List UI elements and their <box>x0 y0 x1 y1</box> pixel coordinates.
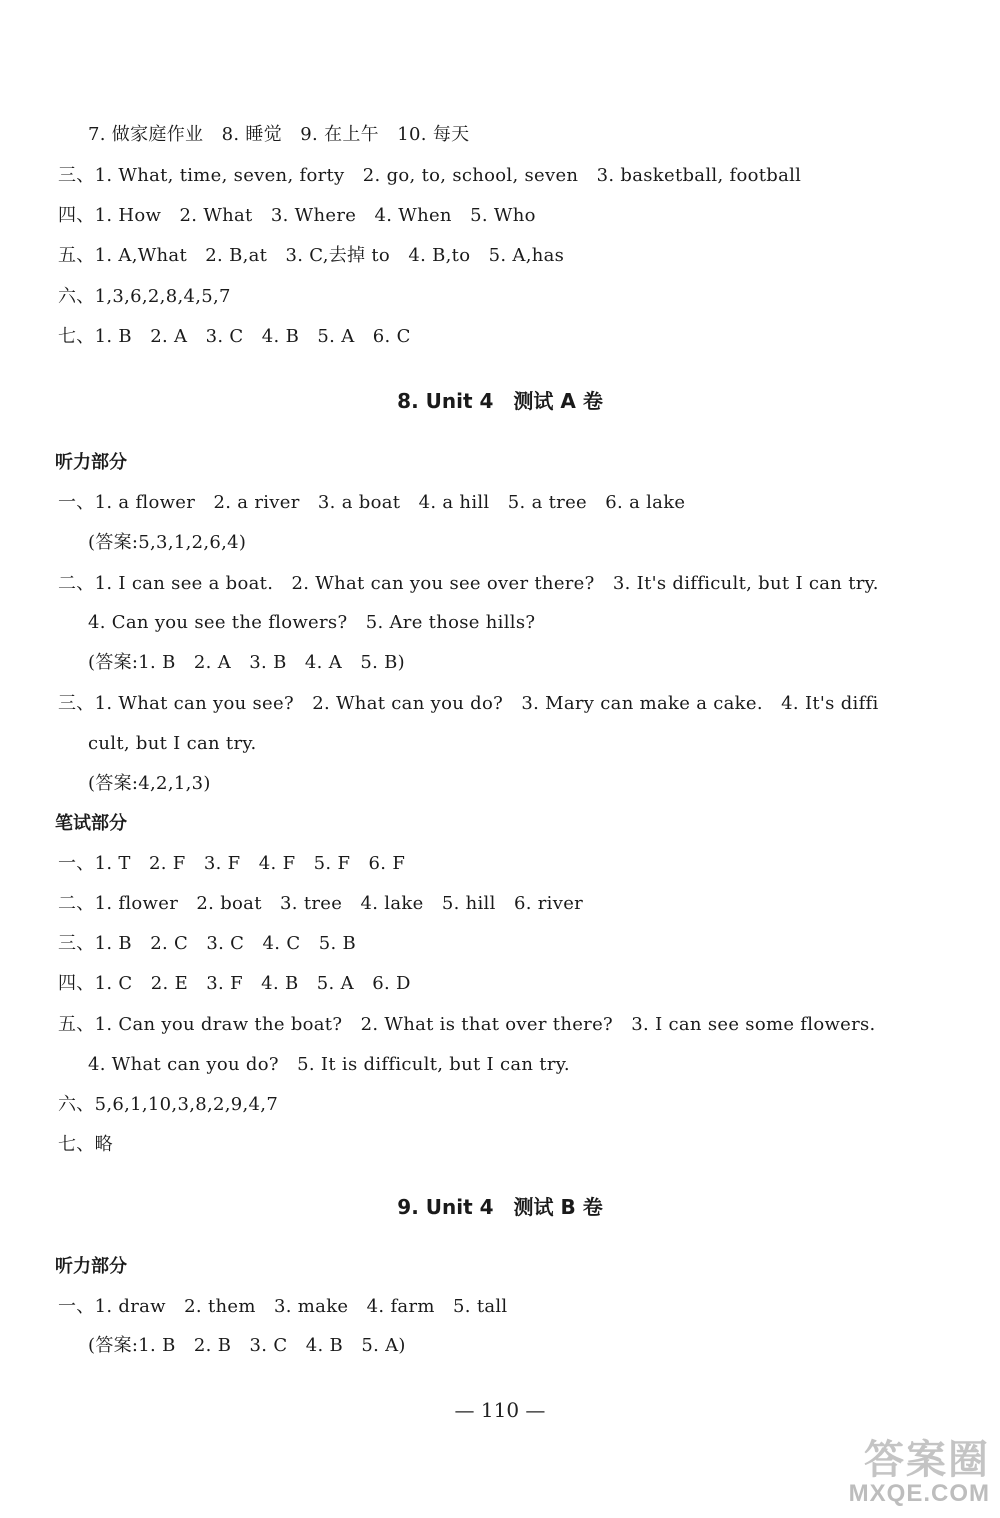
section-subheading: 笔试部分 <box>55 813 127 834</box>
answer-line: 一、1. a flower 2. a river 3. a boat 4. a hill 5. a tree 6. a lake <box>58 492 686 513</box>
answer-line: 一、1. T 2. F 3. F 4. F 5. F 6. F <box>58 853 406 874</box>
answer-line: 二、1. I can see a boat. 2. What can you see over there? 3. It's difficult, but I can try. <box>58 573 879 594</box>
page-number: — 110 — <box>454 1398 546 1422</box>
watermark-logo-text: 答案圈 <box>864 1437 990 1483</box>
answer-line: 4. Can you see the flowers? 5. Are those hills? <box>88 612 536 633</box>
answer-line: 4. What can you do? 5. It is difficult, but I can try. <box>88 1054 570 1075</box>
answer-line: cult, but I can try. <box>88 733 257 754</box>
answer-line: 三、1. What, time, seven, forty 2. go, to, school, seven 3. basketball, football <box>58 165 802 186</box>
answer-line: 七、略 <box>58 1134 113 1155</box>
answer-line: 一、1. draw 2. them 3. make 4. farm 5. tall <box>58 1296 508 1317</box>
answer-line: 二、1. flower 2. boat 3. tree 4. lake 5. hill 6. river <box>58 893 584 914</box>
answer-line: 六、1,3,6,2,8,4,5,7 <box>58 286 231 307</box>
answer-line: 三、1. B 2. C 3. C 4. C 5. B <box>58 933 357 954</box>
answer-key-line: (答案:1. B 2. A 3. B 4. A 5. B) <box>88 652 405 673</box>
section-subheading: 听力部分 <box>55 452 127 473</box>
answer-key-line: (答案:1. B 2. B 3. C 4. B 5. A) <box>88 1335 406 1356</box>
answer-line: 六、5,6,1,10,3,8,2,9,4,7 <box>58 1094 279 1115</box>
section-title: 8. Unit 4 测试 A 卷 <box>397 389 603 413</box>
watermark-site: MXQE.COM <box>848 1480 990 1507</box>
answer-line: 五、1. A,What 2. B,at 3. C,去掉 to 4. B,to 5. A,has <box>58 245 565 266</box>
answer-line: 七、1. B 2. A 3. C 4. B 5. A 6. C <box>58 326 411 347</box>
section-title: 9. Unit 4 测试 B 卷 <box>397 1195 603 1219</box>
watermark-logo <box>810 1428 990 1508</box>
answer-key-line: (答案:5,3,1,2,6,4) <box>88 532 247 553</box>
answer-line: 四、1. How 2. What 3. Where 4. When 5. Who <box>58 205 536 226</box>
section-subheading: 听力部分 <box>55 1256 127 1277</box>
answer-line: 三、1. What can you see? 2. What can you do? 3. Mary can make a cake. 4. It's diffi <box>58 693 879 714</box>
answer-line: 四、1. C 2. E 3. F 4. B 5. A 6. D <box>58 973 411 994</box>
answer-key-line: (答案:4,2,1,3) <box>88 773 211 794</box>
answer-line: 7. 做家庭作业 8. 睡觉 9. 在上午 10. 每天 <box>88 124 470 145</box>
answer-line: 五、1. Can you draw the boat? 2. What is that over there? 3. I can see some flowers. <box>58 1014 876 1035</box>
